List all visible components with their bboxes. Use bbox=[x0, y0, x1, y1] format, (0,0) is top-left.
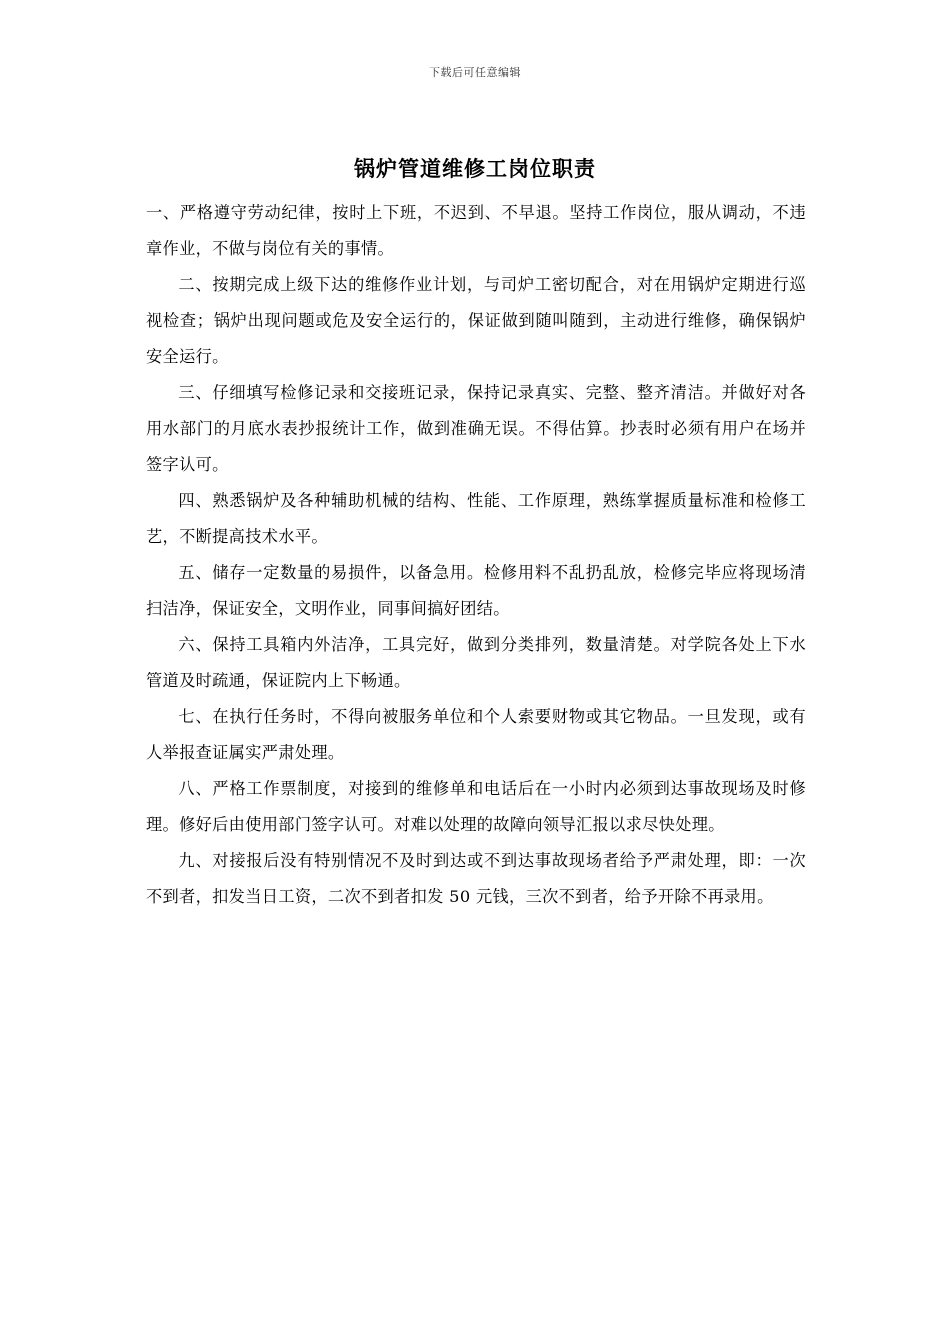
paragraph-2: 二、按期完成上级下达的维修作业计划，与司炉工密切配合，对在用锅炉定期进行巡视检查；锅炉出现问题或危及安全运行的，保证做到随叫随到，主动进行维修，确保锅炉安全运行。 bbox=[146, 275, 806, 366]
paragraph-9: 九、对接报后没有特别情况不及时到达或不到达事故现场者给予严肃处理，即：一次不到者，扣发当日工资，二次不到者扣发 50 元钱，三次不到者，给予开除不再录用。 bbox=[146, 851, 806, 906]
paragraph-8: 八、严格工作票制度，对接到的维修单和电话后在一小时内必须到达事故现场及时修理。修好后由使用部门签字认可。对难以处理的故障向领导汇报以求尽快处理。 bbox=[146, 779, 806, 834]
paragraph-1: 一、严格遵守劳动纪律，按时上下班，不迟到、不早退。坚持工作岗位，服从调动，不违章作业，不做与岗位有关的事情。 bbox=[146, 203, 806, 258]
paragraph-3: 三、仔细填写检修记录和交接班记录，保持记录真实、完整、整齐清洁。并做好对各用水部门的月底水表抄报统计工作，做到准确无误。不得估算。抄表时必须有用户在场并签字认可。 bbox=[146, 383, 806, 474]
document-body bbox=[146, 195, 806, 915]
paragraph-6: 六、保持工具箱内外洁净，工具完好，做到分类排列，数量清楚。对学院各处上下水管道及时疏通，保证院内上下畅通。 bbox=[146, 635, 806, 690]
document-title: 锅炉管道维修工岗位职责 bbox=[354, 156, 596, 181]
paragraph-5: 五、储存一定数量的易损件，以备急用。检修用料不乱扔乱放，检修完毕应将现场清扫洁净，保证安全，文明作业，同事间搞好团结。 bbox=[146, 563, 806, 618]
paragraph-4: 四、熟悉锅炉及各种辅助机械的结构、性能、工作原理，熟练掌握质量标准和检修工艺，不断提高技术水平。 bbox=[146, 491, 806, 546]
page-header-note: 下载后可任意编辑 bbox=[429, 66, 521, 79]
paragraph-7: 七、在执行任务时，不得向被服务单位和个人索要财物或其它物品。一旦发现，或有人举报查证属实严肃处理。 bbox=[146, 707, 806, 762]
